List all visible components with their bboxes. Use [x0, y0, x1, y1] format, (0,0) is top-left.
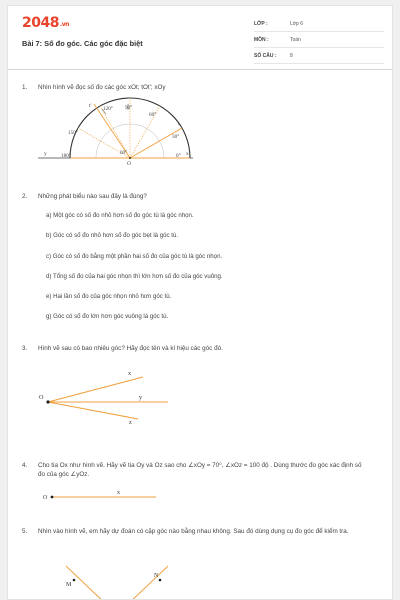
label-o: O: [43, 495, 48, 501]
question-text: Nhìn vào hình vẽ, em hãy dự đoán có cặp góc nào bằng nhau không. Sau đó dùng dụng cụ đo góc để kiểm tra.: [38, 528, 349, 535]
label-z: z: [129, 419, 132, 426]
meta-key: MÔN :: [254, 37, 269, 43]
label-x: x: [117, 490, 120, 496]
label-y: y: [44, 151, 47, 157]
question-number: 4.: [22, 462, 28, 469]
meta-value: Lớp 6: [290, 21, 304, 27]
option-c: c) Góc có số đo bằng một phần hai số đo của góc tù là góc nhọn.: [46, 253, 223, 260]
label-o: O: [39, 394, 44, 401]
label-60-inner: 60°: [120, 151, 127, 156]
label-90: 90°: [125, 105, 133, 111]
question-number: 5.: [22, 528, 28, 535]
label-60: 60°: [149, 112, 157, 118]
option-e: e) Hai lần số đo của góc nhọn nhỏ hơn góc tù.: [46, 293, 172, 300]
option-d: d) Tổng số đo của hai góc nhọn thì lớn hơn số đo của góc vuông.: [46, 273, 223, 280]
label-y: y: [139, 394, 143, 401]
option-b: b) Góc có số đo nhỏ hơn số đo góc bẹt là góc tù.: [46, 232, 179, 239]
label-30: 30°: [172, 134, 180, 140]
label-0: 0°: [176, 153, 181, 159]
label-o: O: [127, 161, 131, 167]
mn-figure: [8, 6, 393, 600]
logo-suffix: .vn: [59, 21, 69, 28]
option-a: a) Một góc có số đo nhỏ hơn số đo góc tù là góc nhọn.: [46, 212, 194, 219]
question-text: Nhìn hình vẽ đọc số đo các góc xOt; tOt'; xOy: [38, 84, 166, 91]
question-number: 1.: [22, 84, 28, 91]
logo-text: 2048: [22, 15, 59, 31]
question-number: 3.: [22, 345, 28, 352]
label-x: x: [128, 370, 132, 377]
option-g: g) Góc có số đo lớn hơn góc vuông là góc tù.: [46, 313, 169, 320]
meta-key: SỐ CÂU :: [254, 53, 277, 59]
label-t: t: [178, 121, 180, 127]
label-180: 180°: [61, 153, 71, 159]
worksheet-page: [7, 5, 393, 600]
label-x: x: [186, 151, 189, 157]
question-text: Hình vẽ sau có bao nhiêu góc? Hãy đọc tên và kí hiệu các góc đó.: [38, 345, 223, 352]
meta-value: 8: [290, 53, 293, 59]
page-title: Bài 7: Số đo góc. Các góc đặc biệt: [22, 39, 143, 48]
label-n: N: [154, 573, 159, 579]
question-number: 2.: [22, 193, 28, 200]
question-text: Những phát biểu nào sau đây là đúng?: [38, 193, 147, 200]
label-t-prime: t': [89, 103, 92, 109]
meta-key: LỚP :: [254, 21, 268, 27]
label-120: 120°: [103, 106, 113, 112]
label-m: M: [66, 582, 72, 588]
question-text: Cho tia Ox như hình vẽ. Hãy vẽ tia Oy và Oz sao cho ∠xOy = 70⁰, ∠xOz = 100 độ . Dùng thước đo góc xác định số đo của góc ∠yOz.: [38, 462, 362, 478]
label-150: 150°: [68, 130, 78, 136]
meta-value: Toán: [290, 37, 301, 43]
